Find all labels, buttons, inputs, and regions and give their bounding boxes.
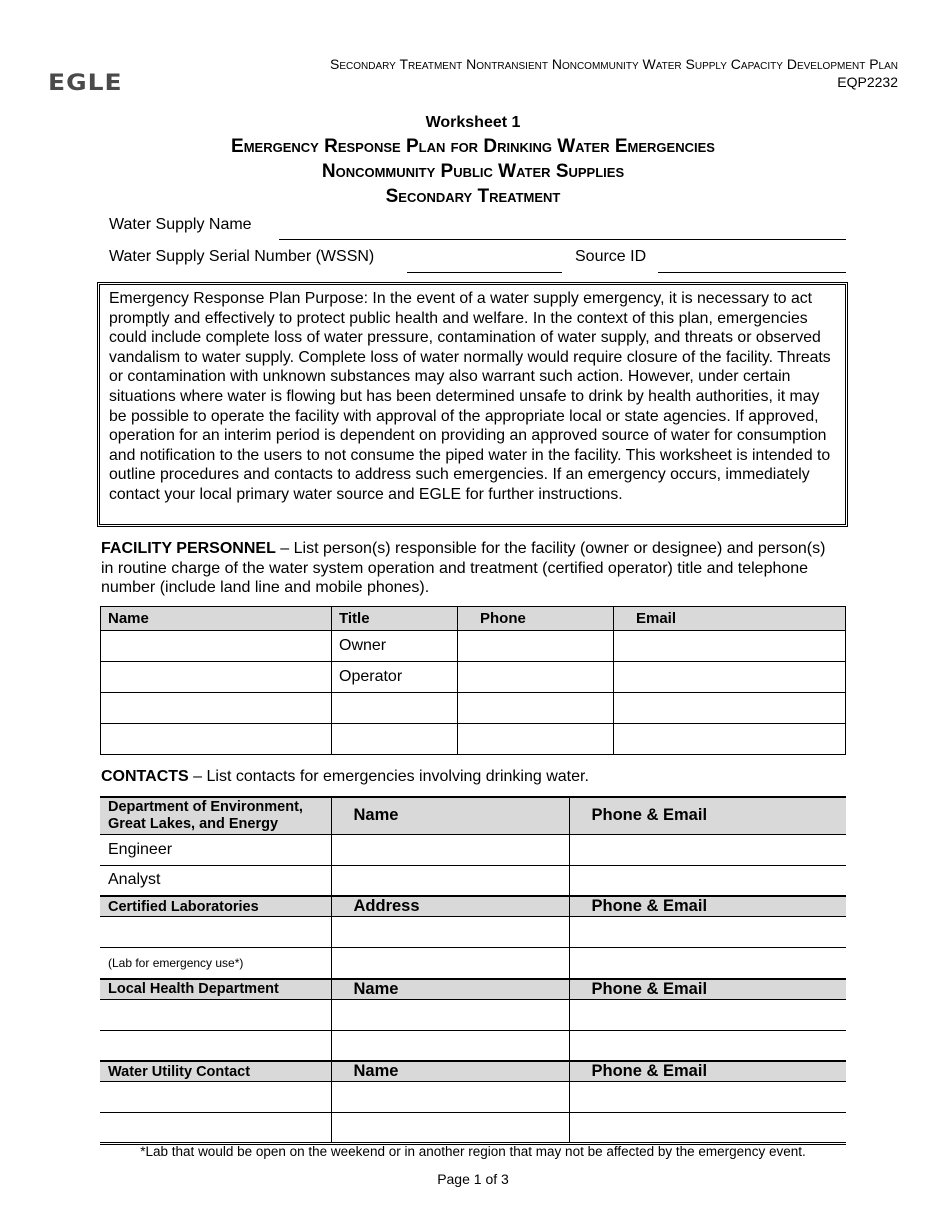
water-supply-name-field[interactable] xyxy=(279,239,846,240)
phone-cell[interactable] xyxy=(458,693,614,724)
name-cell[interactable] xyxy=(101,631,332,662)
email-cell[interactable] xyxy=(614,631,846,662)
lab-name-cell[interactable] xyxy=(100,917,331,948)
table-row xyxy=(100,948,846,979)
labs-header: Certified Laboratories xyxy=(100,896,331,917)
phone-email-column-header: Phone & Email xyxy=(569,1061,846,1082)
contacts-text: – List contacts for emergencies involving drinking water. xyxy=(188,768,589,785)
name-cell[interactable] xyxy=(101,724,332,755)
title-cell: Owner xyxy=(332,631,458,662)
name-column-header: Name xyxy=(331,979,569,1000)
facility-personnel-text: – List person(s) responsible for the facility (owner or designee) and person(s) in routine charge of the water system operation and treatment (certified operator) title and telephone number (include land line and mobile phones). xyxy=(101,540,826,596)
column-header-name: Name xyxy=(101,607,332,631)
utility-name-cell[interactable] xyxy=(331,1082,569,1113)
table-row xyxy=(101,631,846,662)
name-column-header: Name xyxy=(331,797,569,834)
phone-email-column-header: Phone & Email xyxy=(569,896,846,917)
document-title: Secondary Treatment Nontransient Noncommunity Water Supply Capacity Development Plan xyxy=(330,56,898,72)
title-cell: Operator xyxy=(332,662,458,693)
phone-email-column-header: Phone & Email xyxy=(569,797,846,834)
table-row xyxy=(100,1082,846,1113)
facility-personnel-heading: FACILITY PERSONNEL xyxy=(101,540,276,557)
lhd-name-cell[interactable] xyxy=(331,1030,569,1061)
wssn-label: Water Supply Serial Number (WSSN) xyxy=(109,248,375,265)
lab-emergency-note: (Lab for emergency use*) xyxy=(100,948,331,979)
water-supply-name-label: Water Supply Name xyxy=(109,216,252,233)
lab-address-cell[interactable] xyxy=(331,948,569,979)
lhd-name-cell[interactable] xyxy=(331,999,569,1030)
utility-header: Water Utility Contact xyxy=(100,1061,331,1082)
document-header xyxy=(330,55,898,91)
engineer-phone-email-cell[interactable] xyxy=(569,834,846,865)
worksheet-titles xyxy=(0,112,946,209)
engineer-label: Engineer xyxy=(100,834,331,865)
table-row xyxy=(100,917,846,948)
lhd-label-cell[interactable] xyxy=(100,1030,331,1061)
utility-name-cell[interactable] xyxy=(331,1113,569,1144)
phone-cell[interactable] xyxy=(458,724,614,755)
lhd-phone-email-cell[interactable] xyxy=(569,1030,846,1061)
utility-phone-email-cell[interactable] xyxy=(569,1113,846,1144)
utility-phone-email-cell[interactable] xyxy=(569,1082,846,1113)
phone-email-column-header: Phone & Email xyxy=(569,979,846,1000)
egle-header-row xyxy=(100,797,846,834)
lab-address-cell[interactable] xyxy=(331,917,569,948)
name-column-header: Name xyxy=(331,1061,569,1082)
title-cell[interactable] xyxy=(332,693,458,724)
lab-phone-email-cell[interactable] xyxy=(569,948,846,979)
table-row xyxy=(100,999,846,1030)
email-cell[interactable] xyxy=(614,662,846,693)
table-row xyxy=(100,1030,846,1061)
title-line-1: Emergency Response Plan for Drinking Water Emergencies xyxy=(231,136,715,157)
table-row xyxy=(101,693,846,724)
labs-header-row xyxy=(100,896,846,917)
analyst-phone-email-cell[interactable] xyxy=(569,865,846,896)
wssn-field[interactable] xyxy=(407,272,562,273)
utility-label-cell[interactable] xyxy=(100,1113,331,1144)
table-row xyxy=(100,865,846,896)
contacts-intro xyxy=(101,767,841,787)
title-line-2: Noncommunity Public Water Supplies xyxy=(321,161,625,182)
analyst-name-cell[interactable] xyxy=(331,865,569,896)
name-cell[interactable] xyxy=(101,693,332,724)
contacts-heading: CONTACTS xyxy=(101,768,189,785)
source-id-label: Source ID xyxy=(575,248,647,265)
email-cell[interactable] xyxy=(614,693,846,724)
lab-phone-email-cell[interactable] xyxy=(569,917,846,948)
utility-label-cell[interactable] xyxy=(100,1082,331,1113)
facility-personnel-intro xyxy=(101,539,841,598)
contacts-table xyxy=(100,796,846,1145)
table-row xyxy=(100,1113,846,1144)
utility-header-row xyxy=(100,1061,846,1082)
phone-cell[interactable] xyxy=(458,631,614,662)
egle-logo: EGLE xyxy=(48,69,123,96)
column-header-email: Email xyxy=(614,607,846,631)
lab-footnote: *Lab that would be open on the weekend or in another region that may not be affected by the emergency event. xyxy=(140,1144,806,1159)
name-cell[interactable] xyxy=(101,662,332,693)
document-code: EQP2232 xyxy=(837,74,898,90)
column-header-title: Title xyxy=(332,607,458,631)
address-column-header: Address xyxy=(331,896,569,917)
lhd-header: Local Health Department xyxy=(100,979,331,1000)
lhd-label-cell[interactable] xyxy=(100,999,331,1030)
worksheet-number: Worksheet 1 xyxy=(425,114,521,131)
title-cell[interactable] xyxy=(332,724,458,755)
table-row xyxy=(101,724,846,755)
table-row xyxy=(101,662,846,693)
engineer-name-cell[interactable] xyxy=(331,834,569,865)
phone-cell[interactable] xyxy=(458,662,614,693)
facility-personnel-table xyxy=(100,606,846,755)
lhd-phone-email-cell[interactable] xyxy=(569,999,846,1030)
column-header-phone: Phone xyxy=(458,607,614,631)
title-line-3: Secondary Treatment xyxy=(385,186,561,207)
table-row xyxy=(100,834,846,865)
email-cell[interactable] xyxy=(614,724,846,755)
purpose-box: Emergency Response Plan Purpose: In the event of a water supply emergency, it is necessary to act promptly and effectively to protect public health and welfare. In the context of this plan, emergencies could include complete loss of water pressure, contamination of water supply, and threats or observed vandalism to water supply. Complete loss of water normally would require closure of the facility. Threats or contamination with unknown substances may also warrant such action. However, under certain situations where water is flowing but has been determined unsafe to drink by health authorities, it may be possible to operate the facility with approval of the appropriate local or state agencies. If approved, operation for an interim period is dependent on providing an approved source of water for consumption and notification to the users to not consume the piped water in the facility. This worksheet is intended to outline procedures and contacts to address such emergencies. If an emergency occurs, immediately contact your local primary water source and EGLE for further instructions. xyxy=(97,282,848,527)
lhd-header-row xyxy=(100,979,846,1000)
analyst-label: Analyst xyxy=(100,865,331,896)
source-id-field[interactable] xyxy=(658,272,846,273)
page-number: Page 1 of 3 xyxy=(437,1171,509,1187)
egle-header: Department of Environment, Great Lakes, and Energy xyxy=(100,797,331,834)
